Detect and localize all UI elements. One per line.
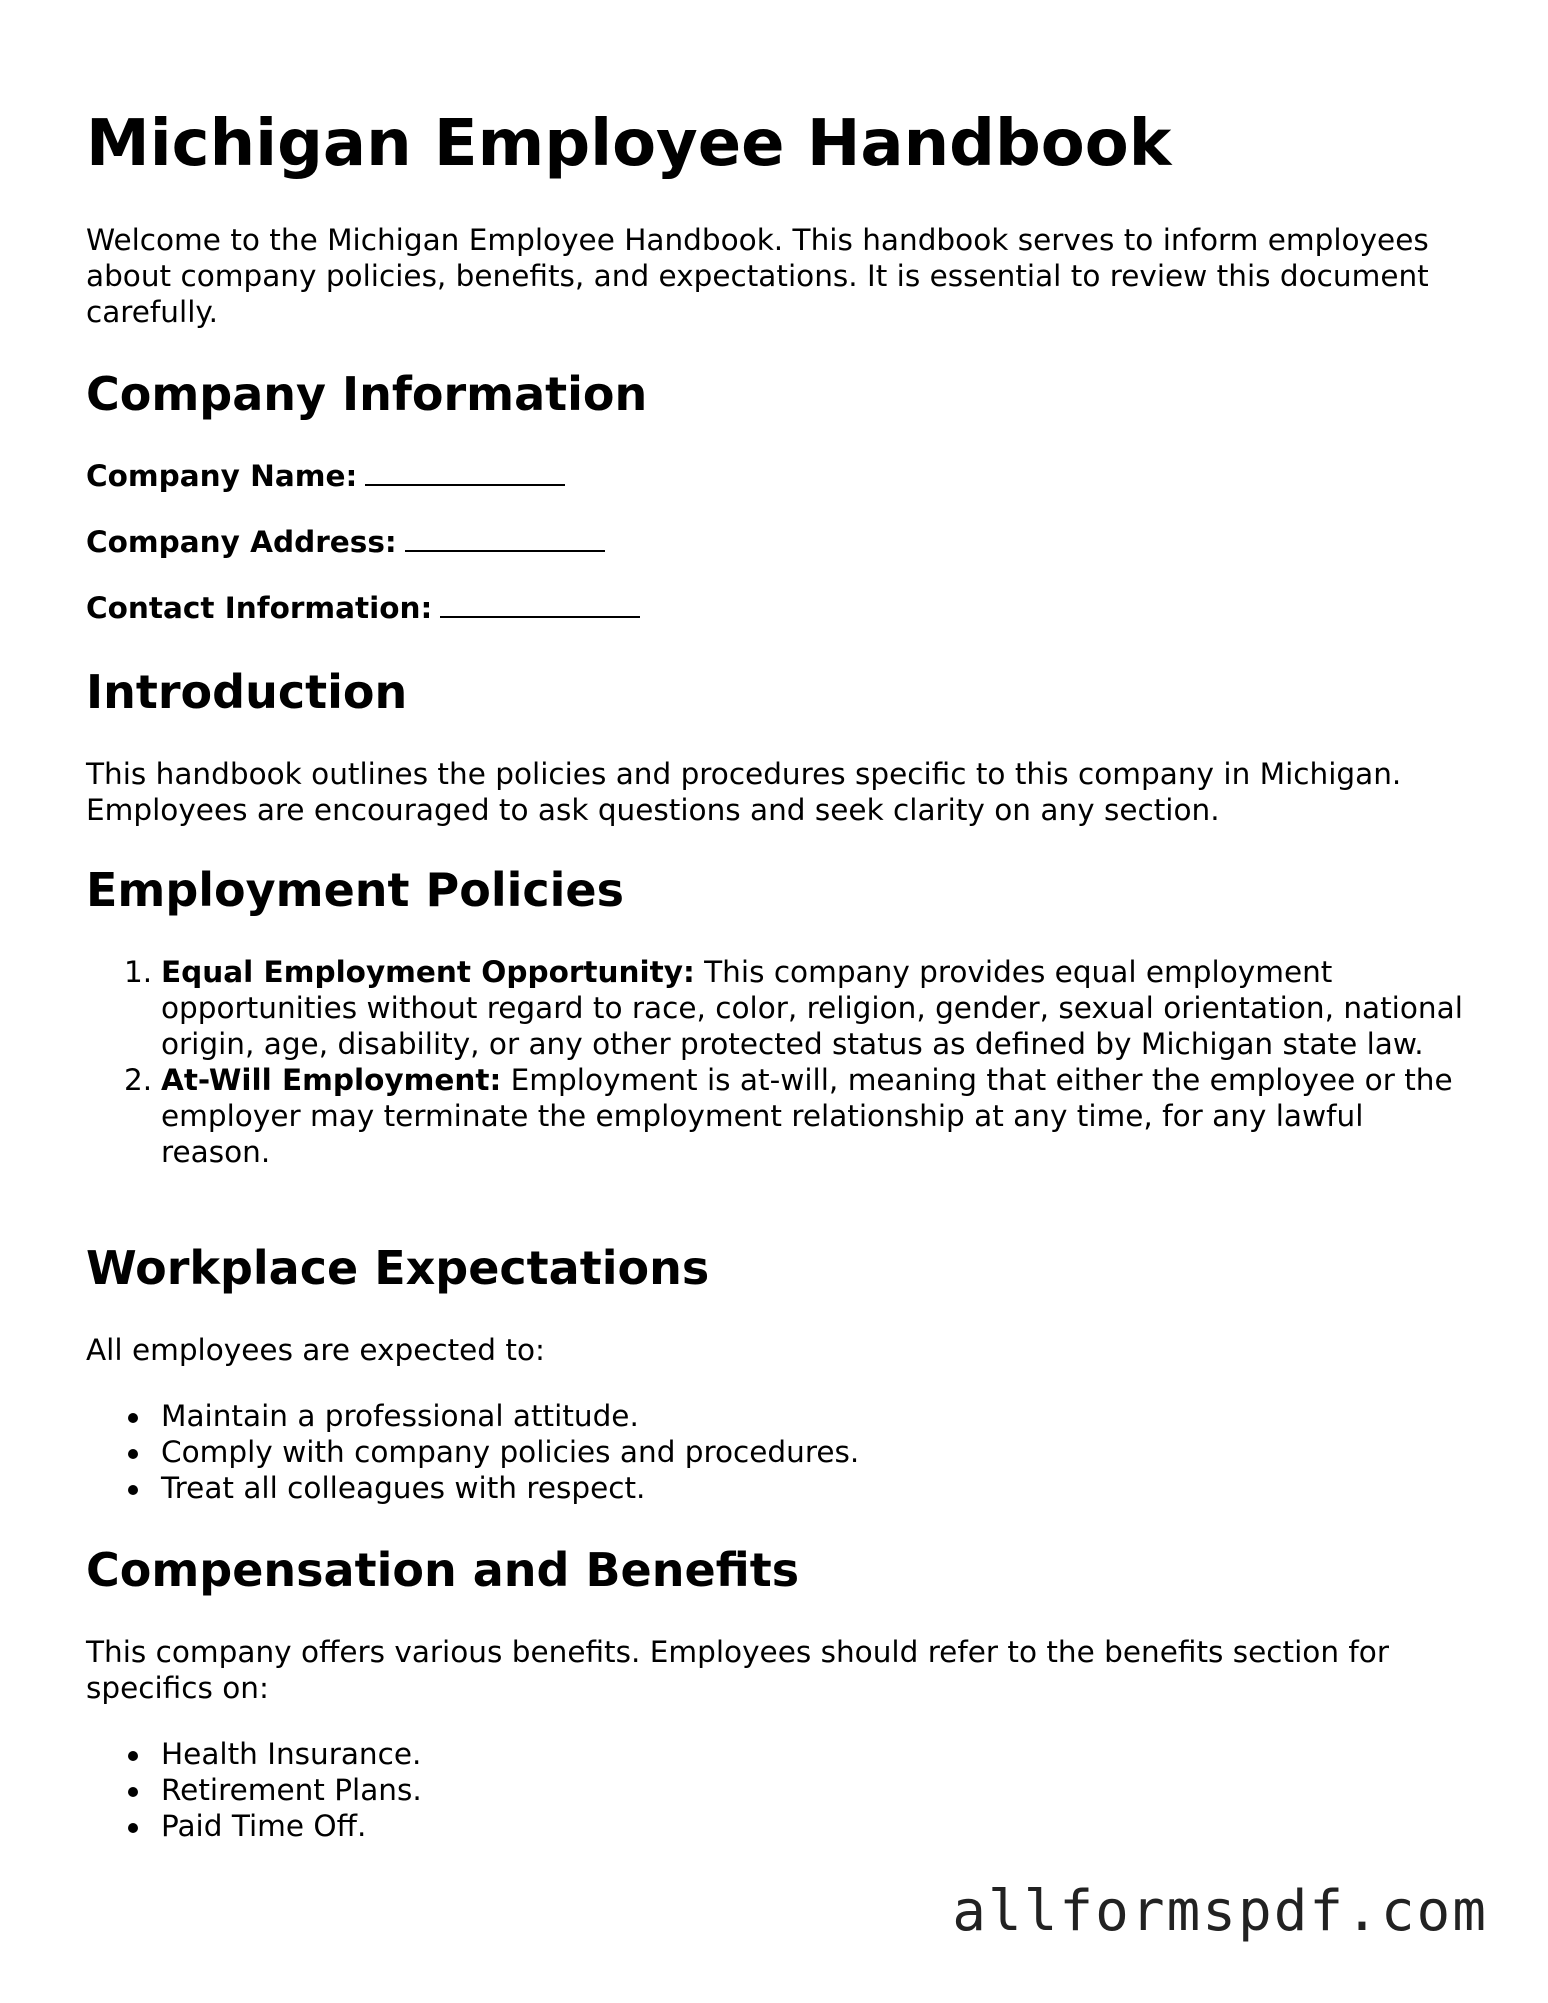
bullet-icon bbox=[128, 1751, 138, 1761]
company-name-label: Company Name: bbox=[86, 459, 358, 493]
company-information-heading: Company Information bbox=[86, 367, 648, 421]
intro-paragraph: Welcome to the Michigan Employee Handbook. This handbook serves to inform employees about company policies, benefits, and expectations. It is essential to review this document carefully. bbox=[86, 223, 1429, 329]
policy-title: At-Will Employment: bbox=[161, 1063, 502, 1097]
employment-policies-list bbox=[86, 954, 1466, 1170]
company-address-field bbox=[86, 524, 605, 560]
bullet-icon bbox=[128, 1449, 138, 1459]
introduction-paragraph: This handbook outlines the policies and procedures specific to this company in Michigan. Employees are encouraged to ask questions and seek clarity on any section. bbox=[86, 757, 1402, 827]
workplace-expectations-list bbox=[86, 1398, 1466, 1506]
page-title: Michigan Employee Handbook bbox=[86, 107, 1172, 181]
company-address-blank bbox=[405, 526, 605, 552]
bullet-icon bbox=[128, 1413, 138, 1423]
compensation-benefits-heading: Compensation and Benefits bbox=[86, 1543, 800, 1597]
company-name-blank bbox=[365, 460, 565, 486]
list-item: Health Insurance. bbox=[86, 1736, 1466, 1772]
employment-policies-heading: Employment Policies bbox=[86, 863, 624, 917]
list-item: Treat all colleagues with respect. bbox=[86, 1470, 1466, 1506]
policy-number: 1. bbox=[124, 955, 153, 989]
compensation-lead: This company offers various benefits. Employees should refer to the benefits section for specifics on: bbox=[86, 1635, 1389, 1705]
list-item: Retirement Plans. bbox=[86, 1772, 1466, 1808]
company-name-field bbox=[86, 458, 565, 494]
policy-item bbox=[86, 954, 1466, 1062]
list-item: Paid Time Off. bbox=[86, 1808, 1466, 1844]
bullet-icon bbox=[128, 1787, 138, 1797]
bullet-icon bbox=[128, 1485, 138, 1495]
watermark: allformspdf.com bbox=[952, 1879, 1488, 1944]
benefits-list bbox=[86, 1736, 1466, 1844]
contact-information-blank bbox=[440, 592, 640, 618]
policy-text: This company provides equal employment opportunities without regard to race, color, religion, gender, sexual orientation, national origin, age, disability, or any other protected status as defined by Michigan state law. bbox=[161, 955, 1463, 1061]
policy-item bbox=[86, 1062, 1466, 1170]
contact-information-label: Contact Information: bbox=[86, 591, 433, 625]
list-item: Comply with company policies and procedures. bbox=[86, 1434, 1466, 1470]
workplace-expectations-lead: All employees are expected to: bbox=[86, 1333, 545, 1367]
policy-text: Employment is at-will, meaning that either the employee or the employer may terminate the employment relationship at any time, for any lawful reason. bbox=[161, 1063, 1453, 1169]
company-address-label: Company Address: bbox=[86, 525, 397, 559]
bullet-icon bbox=[128, 1823, 138, 1833]
workplace-expectations-heading: Workplace Expectations bbox=[86, 1241, 710, 1295]
contact-information-field bbox=[86, 590, 640, 626]
policy-number: 2. bbox=[124, 1063, 153, 1097]
introduction-heading: Introduction bbox=[86, 665, 408, 719]
policy-title: Equal Employment Opportunity: bbox=[161, 955, 695, 989]
list-item: Maintain a professional attitude. bbox=[86, 1398, 1466, 1434]
